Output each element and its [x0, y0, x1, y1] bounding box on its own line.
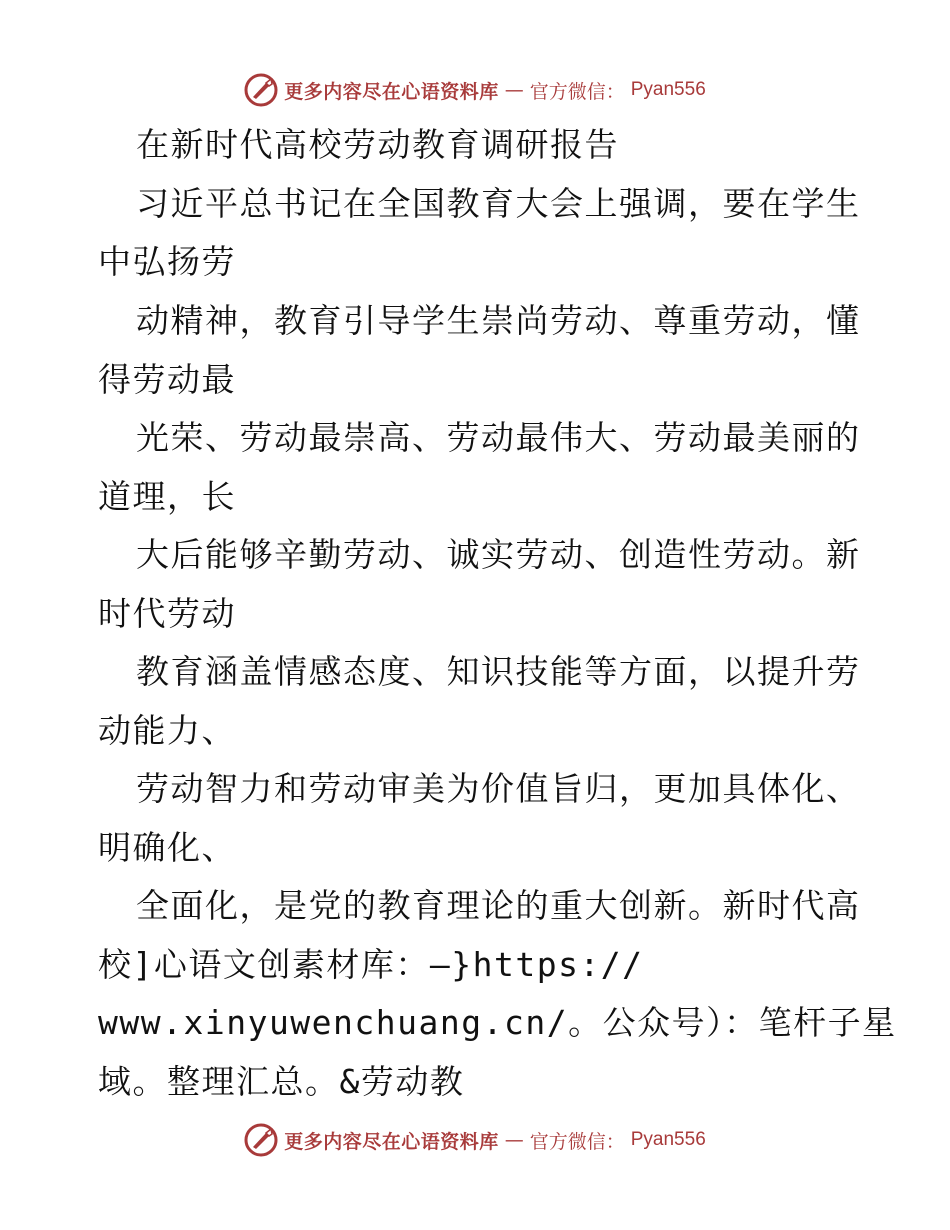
paragraph-line: 时代劳动: [98, 594, 236, 633]
paragraph-line: 光荣、劳动最崇高、劳动最伟大、劳动最美丽的: [136, 418, 861, 457]
paragraph-line: 中弘扬劳: [98, 242, 236, 281]
paragraph-line: 大后能够辛勤劳动、诚实劳动、创造性劳动。新: [136, 535, 861, 574]
paragraph-line: 明确化、: [98, 828, 236, 867]
paragraph-line: 全面化，是党的教育理论的重大创新。新时代高: [136, 886, 861, 925]
banner-main-text: 更多内容尽在心语资料库: [284, 1130, 499, 1153]
quill-logo-icon: [244, 73, 278, 107]
paragraph-line: 动精神，教育引导学生崇尚劳动、尊重劳动，懂: [136, 301, 861, 340]
quill-logo-icon: [244, 1123, 278, 1157]
paragraph-line: 道理，长: [98, 477, 236, 516]
paragraph-line: 动能力、: [98, 711, 236, 750]
banner-dash: —: [504, 1129, 524, 1151]
banner-wechat-id: Pyan556: [630, 79, 706, 100]
header-banner: [0, 70, 950, 110]
banner-wechat-id: Pyan556: [630, 1129, 706, 1150]
paragraph-line: 教育涵盖情感态度、知识技能等方面，以提升劳: [136, 652, 861, 691]
paragraph-line: www.xinyuwenchuang.cn/。公众号）：笔杆子星: [98, 1003, 897, 1042]
paragraph-line: 得劳动最: [98, 360, 236, 399]
paragraph-line: 校]心语文创素材库：—}https://: [98, 945, 644, 984]
paragraph-line: 劳动智力和劳动审美为价值旨归，更加具体化、: [136, 769, 861, 808]
paragraph-line: 习近平总书记在全国教育大会上强调，要在学生: [136, 184, 861, 223]
banner-wechat-label: 官方微信：: [529, 80, 625, 103]
banner-wechat-label: 官方微信：: [529, 1130, 625, 1153]
footer-banner: [0, 1120, 950, 1160]
paragraph-line: 域。整理汇总。&劳动教: [98, 1062, 465, 1101]
banner-dash: —: [504, 79, 524, 101]
document-title: 在新时代高校劳动教育调研报告: [136, 125, 619, 164]
banner-main-text: 更多内容尽在心语资料库: [284, 80, 499, 103]
